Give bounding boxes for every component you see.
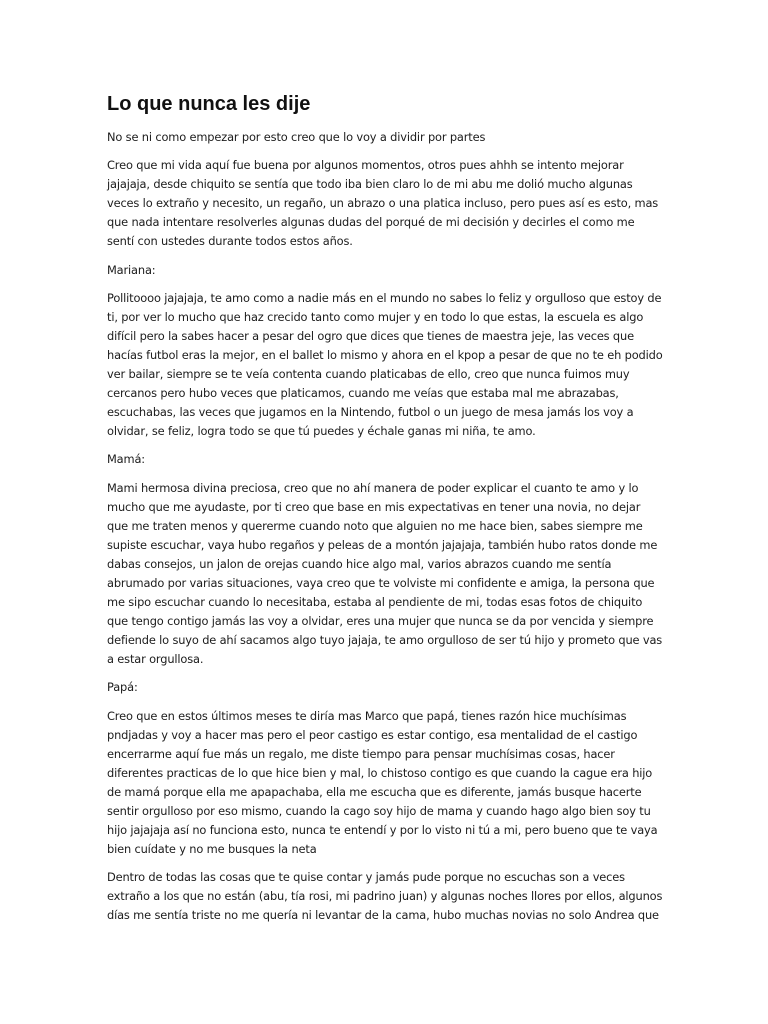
paragraph-life: Creo que mi vida aquí fue buena por algunos momentos, otros pues ahhh se intento mejorar jajajaja, desde chiquito se sentía que todo iba bien claro lo de mi abu me dolió mucho algunas veces lo extraño y necesito, un regaño, un abrazo o una platica incluso, pero pues así es esto, mas que nada intentare resolverles algunas dudas del porqué de mi decisión y decirles el como me sentí con ustedes durante todos estos años.: [107, 158, 659, 249]
section-heading-papa: Papá:: [107, 680, 138, 695]
section-text-papa: Creo que en estos últimos meses te diría mas Marco que papá, tienes razón hice muchísimas pndjadas y voy a hacer mas pero el peor castigo es estar contigo, esa mentalidad de el castigo encerrarme aquí fue más un regalo, me diste tiempo para pensar muchísimas cosas, hacer diferentes practicas de lo que hice bien y mal, lo chistoso contigo es que cuando la cague era hijo de mamá porque ella me apapachaba, ella me escucha que es diferente, jamás busque hacerte sentir orgulloso por eso mismo, cuando la cago soy hijo de mama y cuando hago algo bien soy tu hijo jajajaja así no funciona esto, nunca te entendí y por lo visto ni tú a mi, pero bueno que te vaya bien cuídate y no me busques la neta: [107, 708, 658, 857]
section-text-mama: Mami hermosa divina preciosa, creo que no ahí manera de poder explicar el cuanto te amo y lo mucho que me ayudaste, por ti creo que base en mis expectativas en tener una novia, no dejar que me traten menos y quererme cuando noto que alguien no me hace bien, sabes siempre me supiste escuchar, vaya hubo regaños y peleas de a montón jajajaja, también hubo ratos donde me dabas consejos, un jalon de orejas cuando hice algo mal, varios abrazos cuando me sentía abrumado por varias situaciones, vaya creo que te volviste mi confidente e amiga, la persona que me sipo escuchar cuando lo necesitaba, estaba al pendiente de mi, todas esas fotos de chiquito que tengo contigo jamás las voy a olvidar, eres una mujer que nunca se da por vencida y siempre defiende lo suyo de ahí sacamos algo tuyo jajaja, te amo orgulloso de ser tú hijo y prometo que vas a estar orgullosa.: [107, 480, 663, 667]
section-text-mariana: Pollitoooo jajajaja, te amo como a nadie más en el mundo no sabes lo feliz y orgulloso que estoy de ti, por ver lo mucho que haz crecido tanto como mujer y en todo lo que estas, la escuela es algo difícil pero la sabes hacer a pesar del ogro que dices que tienes de maestra jeje, las veces que hacías futbol eras la mejor, en el ballet lo mismo y ahora en el kpop a pesar de que no te eh podido ver bailar, siempre se te veía contenta cuando platicabas de ello, creo que nunca fuimos muy cercanos pero hubo veces que platicamos, cuando me veías que estaba mal me abrazabas, escuchabas, las veces que jugamos en la Nintendo, futbol o un juego de mesa jamás los voy a olvidar, se feliz, logra todo se que tú puedes y échale ganas mi niña, te amo.: [107, 290, 663, 439]
document-title: Lo que nunca les dije: [107, 93, 311, 115]
intro-paragraph: No se ni como empezar por esto creo que lo voy a dividir por partes: [107, 130, 486, 144]
closing-paragraph: Dentro de todas las cosas que te quise contar y jamás pude porque no escuchas son a veces extraño a los que no están (abu, tía rosi, mi padrino juan) y algunas noches llores por ellos, algunos días me sentía triste no me quería ni levantar de la cama, hubo muchas novias no solo Andrea que: [107, 870, 663, 923]
section-heading-mariana: Mariana:: [107, 262, 156, 277]
section-heading-mama: Mamá:: [107, 452, 145, 467]
document-body: [107, 92, 663, 925]
